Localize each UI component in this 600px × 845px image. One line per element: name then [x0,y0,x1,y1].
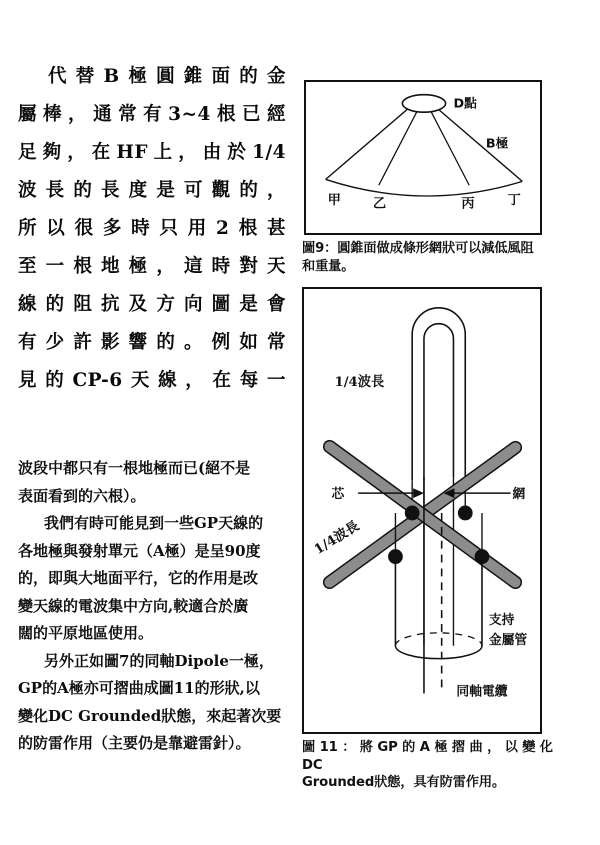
cone-base-arc [326,179,523,196]
lead-line: 屬棒，通常有3~4根已經 [18,104,286,125]
label-support-tube-line1: 支持 [488,612,515,628]
body-line: 我們有時可能見到一些GP天線的 [44,514,264,532]
body-line: 的，即與大地面平行，它的作用是改 [18,569,259,587]
lead-line: 至一根地極，這時對天 [18,256,286,277]
cone-apex-ellipse [402,95,445,113]
body-line: 各地極與發射單元（A極）是呈90度 [18,541,261,560]
label-core: 芯 [331,487,345,503]
label-quarter-wave-vertical: 1/4波長 [334,374,385,391]
body-line: GP的A極亦可摺曲成圖11的形狀,以 [18,679,260,697]
body-text-block [18,455,290,758]
figure-11-caption [302,739,554,792]
left-column [18,58,286,400]
figure-9-frame [304,80,542,235]
label-b-element: B極 [485,135,509,151]
label-quarter-wave-radial: 1/4波長 [311,517,363,559]
caption-line: 圖9：圓錐面做成條形網狀可以減低風阻 [302,241,534,256]
figure-9-caption [302,240,554,275]
tube-bottom-front-arc [395,646,482,659]
body-line: 表面看到的六根）。 [18,486,146,505]
lead-line: 波長的長度是可觀的， [18,180,286,201]
label-shield: 網 [512,487,526,503]
body-line: 變化DC Grounded狀態，來起著次要 [18,706,282,725]
figure-11-gp-antenna-diagram [304,289,540,732]
body-line: 變天線的電波集中方向,較適合於廣 [18,596,249,615]
label-support-tube-line2: 金屬管 [488,632,528,648]
folded-element-outer [412,308,465,480]
body-line: 的防雷作用（主要仍是靠避雷針）。 [18,734,251,752]
caption-line: 和重量。 [302,258,355,274]
lead-line: 見的CP-6天線，在每一 [18,370,286,391]
body-line: 另外正如圖7的同軸Dipole一極， [44,651,274,670]
label-base-ding: 丁 [507,192,521,208]
folded-element-inner [424,324,454,481]
core-arrow-head [413,488,424,498]
label-coax-cable: 同軸電纜 [456,684,508,700]
lead-line: 代替B極圓錐面的金 [48,66,286,87]
lead-line: 線的阻抗及方向圖是會 [18,294,286,315]
label-base-bing: 丙 [461,196,475,212]
lead-line: 足夠，在HF上，由於1/4 [18,142,286,163]
figure-11-frame [302,287,542,734]
label-d-point: D點 [453,95,477,111]
lead-line: 有少許影響的。例如常 [18,332,286,353]
body-line: 波段中都只有一根地極而已(絕不是 [18,459,251,477]
label-base-jia: 甲 [327,192,341,208]
body-line: 闊的平原地區使用。 [18,624,154,642]
tube-bottom-back-arc [395,633,482,646]
caption-line: Grounded狀態，具有防雷作用。 [302,775,506,790]
right-column [296,0,596,845]
lead-paragraph [18,58,286,400]
connection-dot-upper-right [458,506,473,521]
cone-rib-1 [379,109,418,185]
lead-line: 所以很多時只用2根甚 [18,218,286,239]
label-base-yi: 乙 [372,196,387,212]
connection-dot-upper-left [405,506,420,521]
cone-rib-2 [430,109,469,185]
caption-line: 圖 11 ： 將 GP 的 A 極 摺 曲 ， 以 變 化 DC [302,740,553,773]
figure-9-cone-diagram [306,82,540,233]
